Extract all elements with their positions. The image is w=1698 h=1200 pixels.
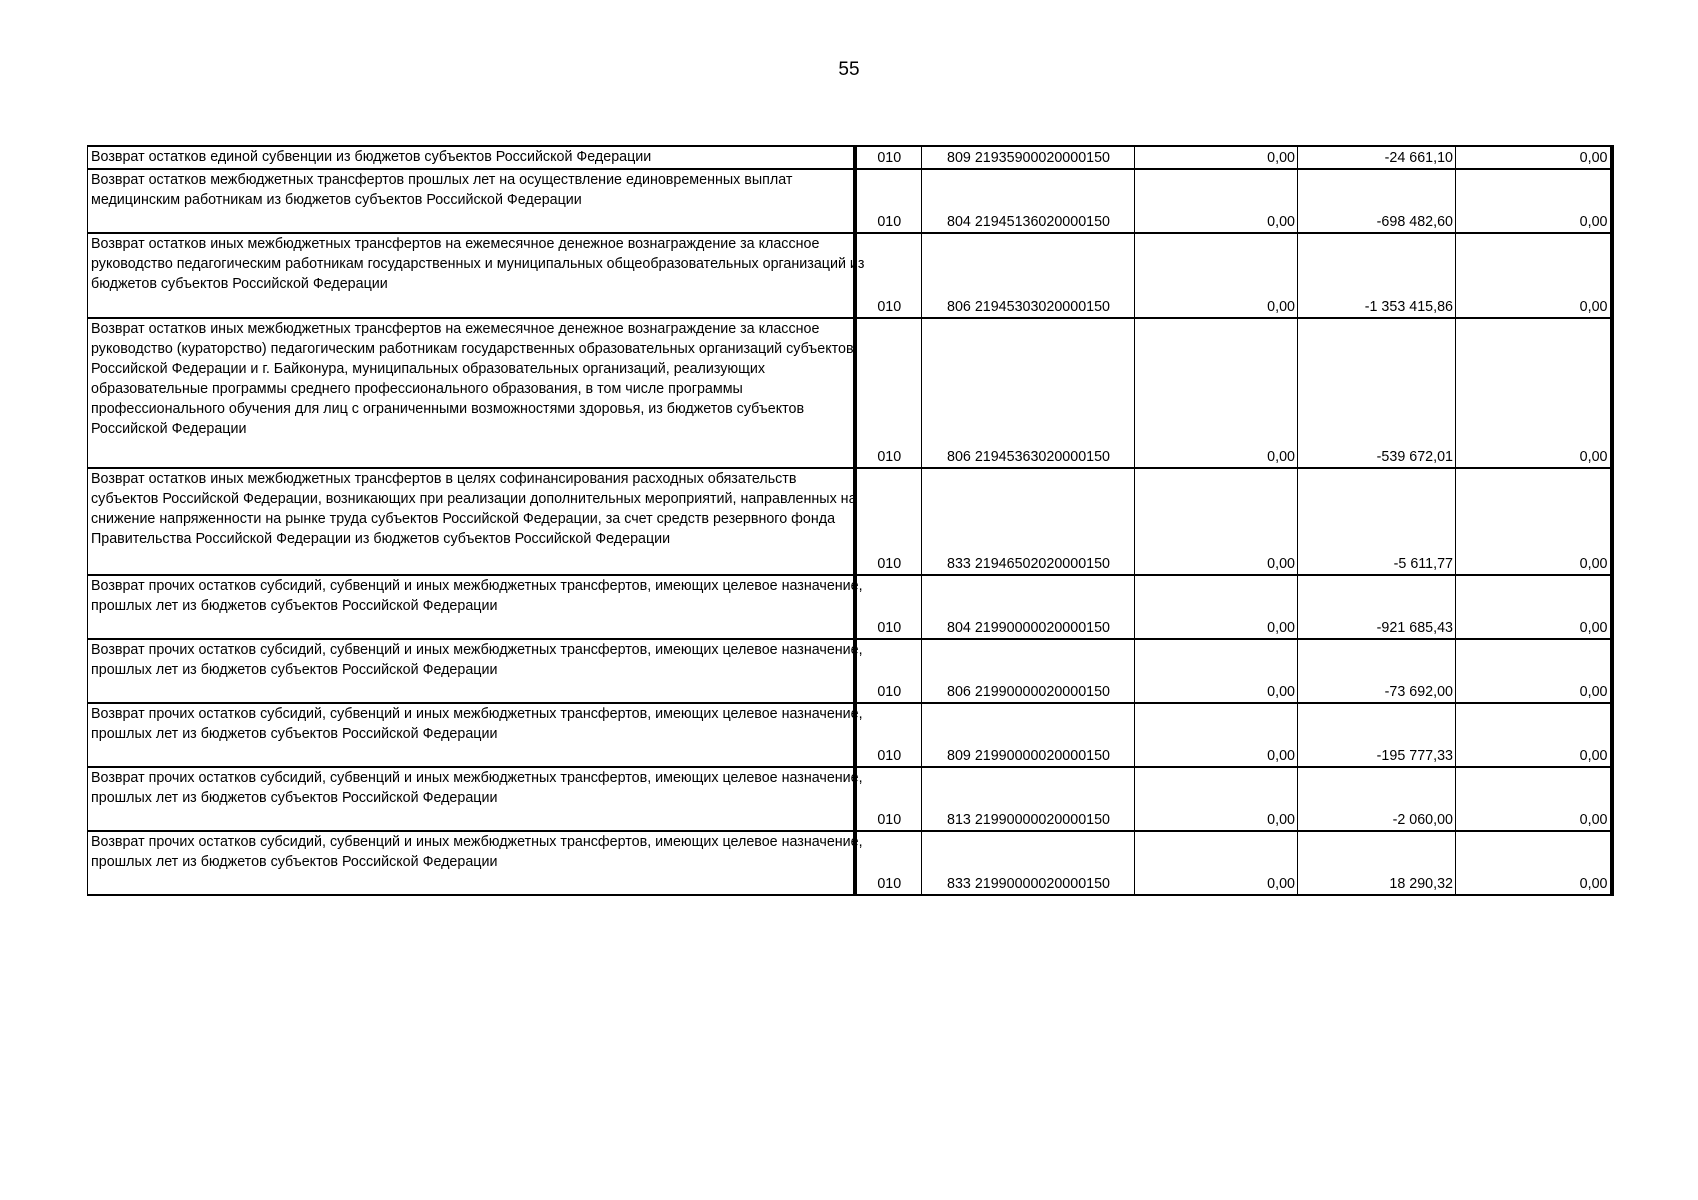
value1-cell: 0,00 — [1135, 831, 1298, 895]
value1-cell: 0,00 — [1135, 767, 1298, 831]
value3-cell: 0,00 — [1456, 639, 1612, 703]
table-row — [88, 233, 1612, 318]
value1-cell: 0,00 — [1135, 468, 1298, 575]
value2-cell: -1 353 415,86 — [1298, 233, 1456, 318]
row-description: Возврат прочих остатков субсидий, субвенций и иных межбюджетных трансфертов, имеющих целевое назначение, прошлых лет из бюджетов субъектов Российской Федерации — [88, 703, 855, 767]
kbk-cell: 806 21990000020000150 — [922, 639, 1135, 703]
value1-cell: 0,00 — [1135, 639, 1298, 703]
value2-cell: -2 060,00 — [1298, 767, 1456, 831]
value3-cell: 0,00 — [1456, 169, 1612, 233]
line-code-cell: 010 — [855, 831, 922, 895]
row-description: Возврат прочих остатков субсидий, субвенций и иных межбюджетных трансфертов, имеющих целевое назначение, прошлых лет из бюджетов субъектов Российской Федерации — [88, 767, 855, 831]
value2-cell: -195 777,33 — [1298, 703, 1456, 767]
value3-cell: 0,00 — [1456, 831, 1612, 895]
value2-cell: -921 685,43 — [1298, 575, 1456, 639]
kbk-cell: 813 21990000020000150 — [922, 767, 1135, 831]
kbk-cell: 804 21990000020000150 — [922, 575, 1135, 639]
line-code-cell: 010 — [855, 146, 922, 169]
table-row — [88, 169, 1612, 233]
value2-cell: -24 661,10 — [1298, 146, 1456, 169]
row-description: Возврат прочих остатков субсидий, субвенций и иных межбюджетных трансфертов, имеющих целевое назначение, прошлых лет из бюджетов субъектов Российской Федерации — [88, 831, 855, 895]
value3-cell: 0,00 — [1456, 703, 1612, 767]
kbk-cell: 809 21990000020000150 — [922, 703, 1135, 767]
value3-cell: 0,00 — [1456, 468, 1612, 575]
value1-cell: 0,00 — [1135, 318, 1298, 468]
line-code-cell: 010 — [855, 468, 922, 575]
table-row — [88, 767, 1612, 831]
table-row — [88, 468, 1612, 575]
line-code-cell: 010 — [855, 233, 922, 318]
budget-table — [87, 145, 1614, 896]
line-code-cell: 010 — [855, 639, 922, 703]
value3-cell: 0,00 — [1456, 575, 1612, 639]
value1-cell: 0,00 — [1135, 575, 1298, 639]
line-code-cell: 010 — [855, 575, 922, 639]
value3-cell: 0,00 — [1456, 767, 1612, 831]
value2-cell: 18 290,32 — [1298, 831, 1456, 895]
value1-cell: 0,00 — [1135, 169, 1298, 233]
value2-cell: -73 692,00 — [1298, 639, 1456, 703]
table-row — [88, 318, 1612, 468]
kbk-cell: 806 21945363020000150 — [922, 318, 1135, 468]
table-row — [88, 703, 1612, 767]
value3-cell: 0,00 — [1456, 233, 1612, 318]
row-description: Возврат остатков иных межбюджетных трансфертов на ежемесячное денежное вознаграждение за классное руководство (кураторство) педагогическим работникам государственных образовательных организаций субъектов Российской Федерации и г. Байконура, муниципальных образовательных организаций, реализующих образовательные программы среднего профессионального образования, в том числе программы профессионального обучения для лиц с ограниченными возможностями здоровья, из бюджетов субъектов Российской Федерации — [88, 318, 855, 468]
value3-cell: 0,00 — [1456, 146, 1612, 169]
table-row — [88, 146, 1612, 169]
kbk-cell: 809 21935900020000150 — [922, 146, 1135, 169]
value2-cell: -539 672,01 — [1298, 318, 1456, 468]
value1-cell: 0,00 — [1135, 146, 1298, 169]
line-code-cell: 010 — [855, 703, 922, 767]
page-number: 55 — [838, 59, 860, 80]
table-body — [88, 146, 1612, 895]
value1-cell: 0,00 — [1135, 233, 1298, 318]
kbk-cell: 806 21945303020000150 — [922, 233, 1135, 318]
row-description: Возврат остатков межбюджетных трансфертов прошлых лет на осуществление единовременных выплат медицинским работникам из бюджетов субъектов Российской Федерации — [88, 169, 855, 233]
table-row — [88, 575, 1612, 639]
value2-cell: -698 482,60 — [1298, 169, 1456, 233]
table-row — [88, 639, 1612, 703]
value2-cell: -5 611,77 — [1298, 468, 1456, 575]
row-description: Возврат остатков иных межбюджетных трансфертов на ежемесячное денежное вознаграждение за классное руководство педагогическим работникам государственных и муниципальных общеобразовательных организаций из бюджетов субъектов Российской Федерации — [88, 233, 855, 318]
row-description: Возврат остатков единой субвенции из бюджетов субъектов Российской Федерации — [88, 146, 855, 169]
row-description: Возврат прочих остатков субсидий, субвенций и иных межбюджетных трансфертов, имеющих целевое назначение, прошлых лет из бюджетов субъектов Российской Федерации — [88, 575, 855, 639]
row-description: Возврат прочих остатков субсидий, субвенций и иных межбюджетных трансфертов, имеющих целевое назначение, прошлых лет из бюджетов субъектов Российской Федерации — [88, 639, 855, 703]
kbk-cell: 833 21990000020000150 — [922, 831, 1135, 895]
value1-cell: 0,00 — [1135, 703, 1298, 767]
row-description: Возврат остатков иных межбюджетных трансфертов в целях софинансирования расходных обязательств субъектов Российской Федерации, возникающих при реализации дополнительных мероприятий, направленных на снижение напряженности на рынке труда субъектов Российской Федерации, за счет средств резервного фонда Правительства Российской Федерации из бюджетов субъектов Российской Федерации — [88, 468, 855, 575]
line-code-cell: 010 — [855, 318, 922, 468]
kbk-cell: 833 21946502020000150 — [922, 468, 1135, 575]
line-code-cell: 010 — [855, 767, 922, 831]
line-code-cell: 010 — [855, 169, 922, 233]
kbk-cell: 804 21945136020000150 — [922, 169, 1135, 233]
table-row — [88, 831, 1612, 895]
value3-cell: 0,00 — [1456, 318, 1612, 468]
